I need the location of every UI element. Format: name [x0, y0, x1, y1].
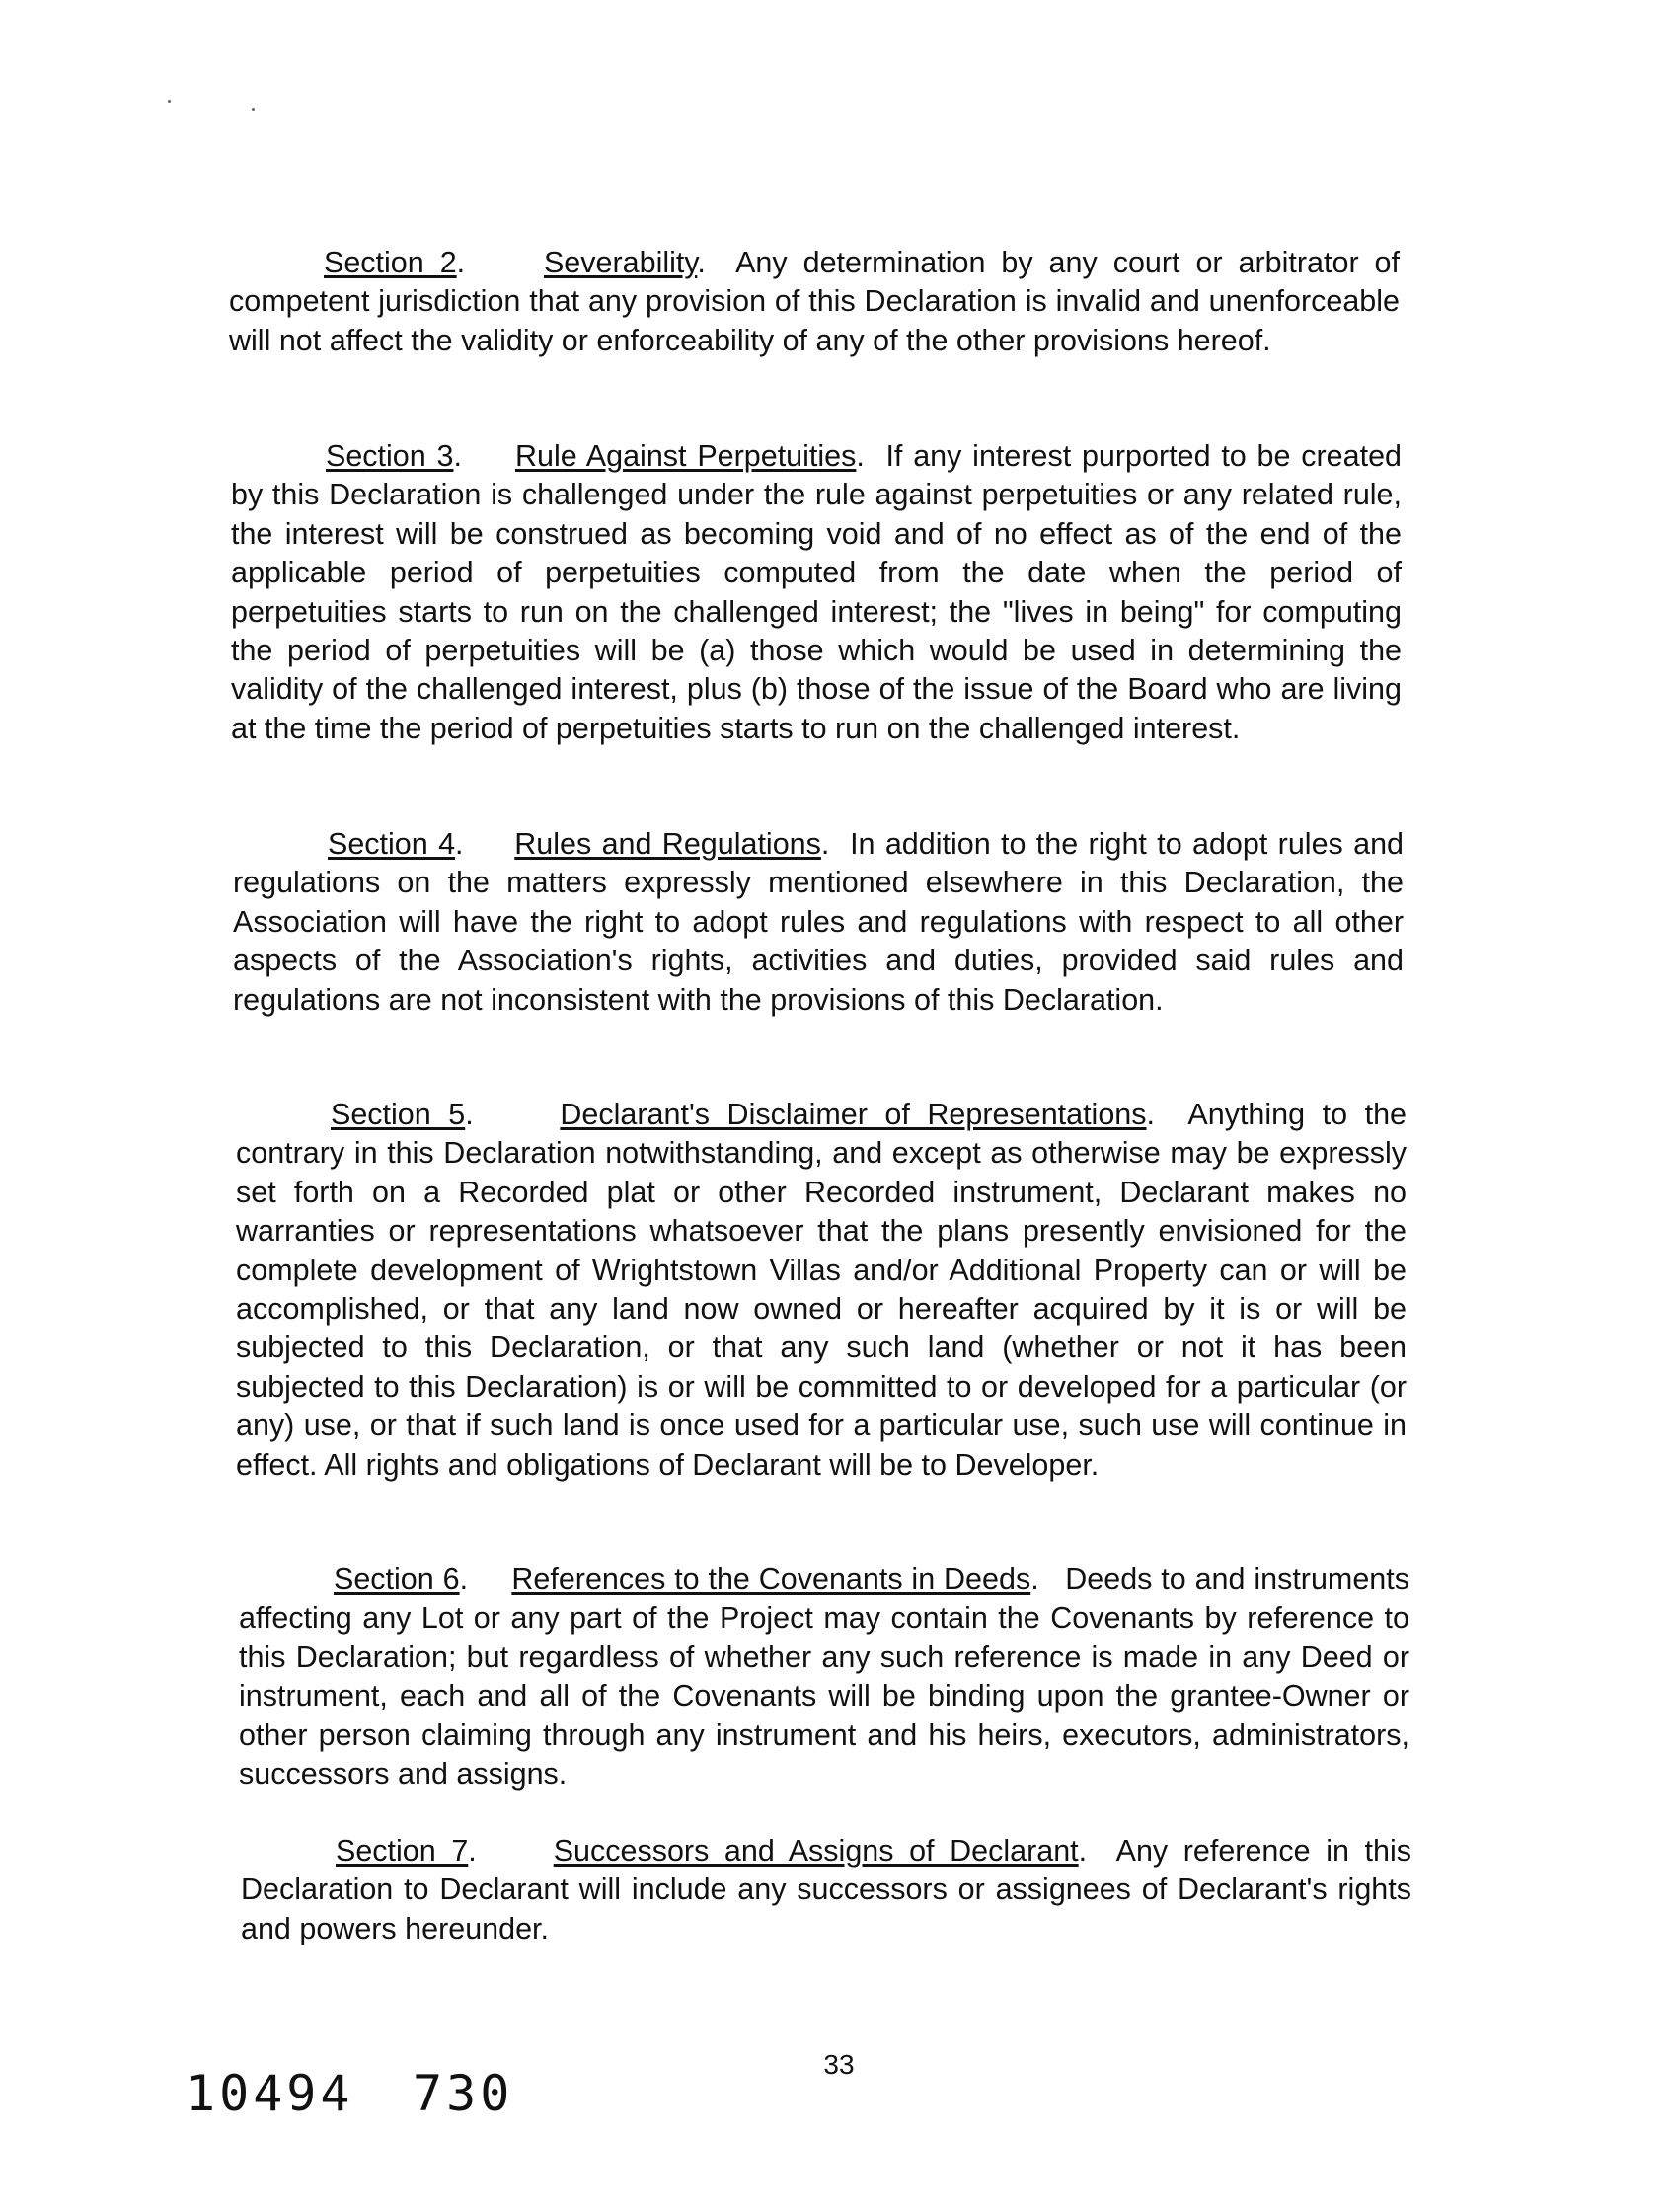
section-7: Section 7. Successors and Assigns of Declarant. Any reference in this Declaration to Declarant will include any successors or assignees of Declarant's rights and powers hereunder.: [241, 1834, 1411, 1945]
section-heading: Successors and Assigns of Declarant: [553, 1834, 1079, 1868]
section-body: In addition to the right to adopt rules and regulations on the matters expressly mentioned elsewhere in this Declaration, the Association will have the right to adopt rules and regulations with respect to all other aspects of the Association's rights, activities and duties, provided said rules and regulations are not inconsistent with the provisions of this Declaration.: [233, 827, 1405, 1017]
section-6: Section 6. References to the Covenants in Deeds. Deeds to and instruments affecting any Lot or any part of the Project may contain the Covenants by reference to this Declaration; but regardless of whether any such reference is made in any Deed or instrument, each and all of the Covenants will be binding upon the grantee-Owner or other person claiming through any instrument and his heirs, executors, administrators, successors and assigns.: [239, 1563, 1409, 1792]
section-number: Section 5: [331, 1098, 466, 1131]
section-body: Any determination by any court or arbitrator of competent jurisdiction that any provision of this Declaration is invalid and unenforceable will not affect the validity or enforceability of any of the other provisions hereof.: [229, 246, 1400, 357]
section-3: Section 3. Rule Against Perpetuities. If any interest purported to be created by this Declaration is challenged under the rule against perpetuities or any related rule, the interest will be construed as becoming void and of no effect as of the end of the applicable period of perpetuities computed from the date when the period of perpetuities starts to run on the challenged interest; the "lives in being" for computing the period of perpetuities will be (a) those which would be used in determining the validity of the challenged interest, plus (b) those of the issue of the Board who are living at the time the period of perpetuities starts to run on the challenged interest.: [231, 439, 1403, 745]
section-number: Section 2: [324, 246, 457, 279]
section-number: Section 6: [334, 1563, 460, 1596]
scan-speck: [168, 100, 171, 103]
scan-speck: [252, 108, 255, 111]
section-5: Section 5. Declarant's Disclaimer of Representations. Anything to the contrary in this Declaration notwithstanding, and except as otherwise may be expressly set forth on a Recorded plat or other Recorded instrument, Declarant makes no warranties or representations whatsoever that the plans presently envisioned for the complete development of Wrightstown Villas and/or Additional Property can or will be accomplished, or that any land now owned or hereafter acquired by it is or will be subjected to this Declaration, or that any such land (whether or not it has been subjected to this Declaration) is or will be committed to or developed for a particular (or any) use, or that if such land is once used for a particular use, such use will continue in effect. All rights and obligations of Declarant will be to Developer.: [236, 1098, 1407, 1482]
page-number: 33: [823, 2049, 855, 2080]
section-4: Section 4. Rules and Regulations. In addition to the right to adopt rules and regulations on the matters expressly mentioned elsewhere in this Declaration, the Association will have the right to adopt rules and regulations with respect to all other aspects of the Association's rights, activities and duties, provided said rules and regulations are not inconsistent with the provisions of this Declaration.: [233, 827, 1405, 1017]
section-heading: Declarant's Disclaimer of Representations: [560, 1098, 1147, 1131]
section-heading: References to the Covenants in Deeds: [511, 1563, 1031, 1596]
section-body: If any interest purported to be created by this Declaration is challenged under the rule against perpetuities or any related rule, the interest will be construed as becoming void and of no effect as of the end of the applicable period of perpetuities computed from the date when the period of perpetuities starts to run on the challenged interest; the "lives in being" for computing the period of perpetuities will be (a) those which would be used in determining the validity of the challenged interest, plus (b) those of the issue of the Board who are living at the time the period of perpetuities starts to run on the challenged interest.: [231, 439, 1403, 745]
section-number: Section 7: [336, 1834, 469, 1868]
section-heading: Rules and Regulations: [514, 827, 821, 861]
section-number: Section 3: [326, 439, 454, 473]
section-body: Anything to the contrary in this Declaration notwithstanding, and except as otherwise may be expressly set forth on a Recorded plat or other Recorded instrument, Declarant makes no warranties or representations whatsoever that the plans presently envisioned for the complete development of Wrightstown Villas and/or Additional Property can or will be accomplished, or that any land now owned or hereafter acquired by it is or will be subjected to this Declaration, or that any such land (whether or not it has been subjected to this Declaration) is or will be committed to or developed for a particular (or any) use, or that if such land is once used for a particular use, such use will continue in effect. All rights and obligations of Declarant will be to Developer.: [236, 1098, 1407, 1482]
section-2: Section 2. Severability. Any determination by any court or arbitrator of competent jurisdiction that any provision of this Declaration is invalid and unenforceable will not affect the validity or enforceability of any of the other provisions hereof.: [229, 246, 1400, 357]
section-body: Deeds to and instruments affecting any Lot or any part of the Project may contain the Covenants by reference to this Declaration; but regardless of whether any such reference is made in any Deed or instrument, each and all of the Covenants will be binding upon the grantee-Owner or other person claiming through any instrument and his heirs, executors, administrators, successors and assigns.: [239, 1563, 1409, 1792]
record-page-number: 730: [413, 2065, 514, 2122]
section-heading: Severability: [543, 246, 698, 279]
section-number: Section 4: [328, 827, 456, 861]
section-heading: Rule Against Perpetuities: [514, 439, 857, 473]
book-number: 10494: [186, 2065, 354, 2122]
section-body: Any reference in this Declaration to Declarant will include any successors or assignees of Declarant's rights and powers hereunder.: [241, 1834, 1411, 1945]
